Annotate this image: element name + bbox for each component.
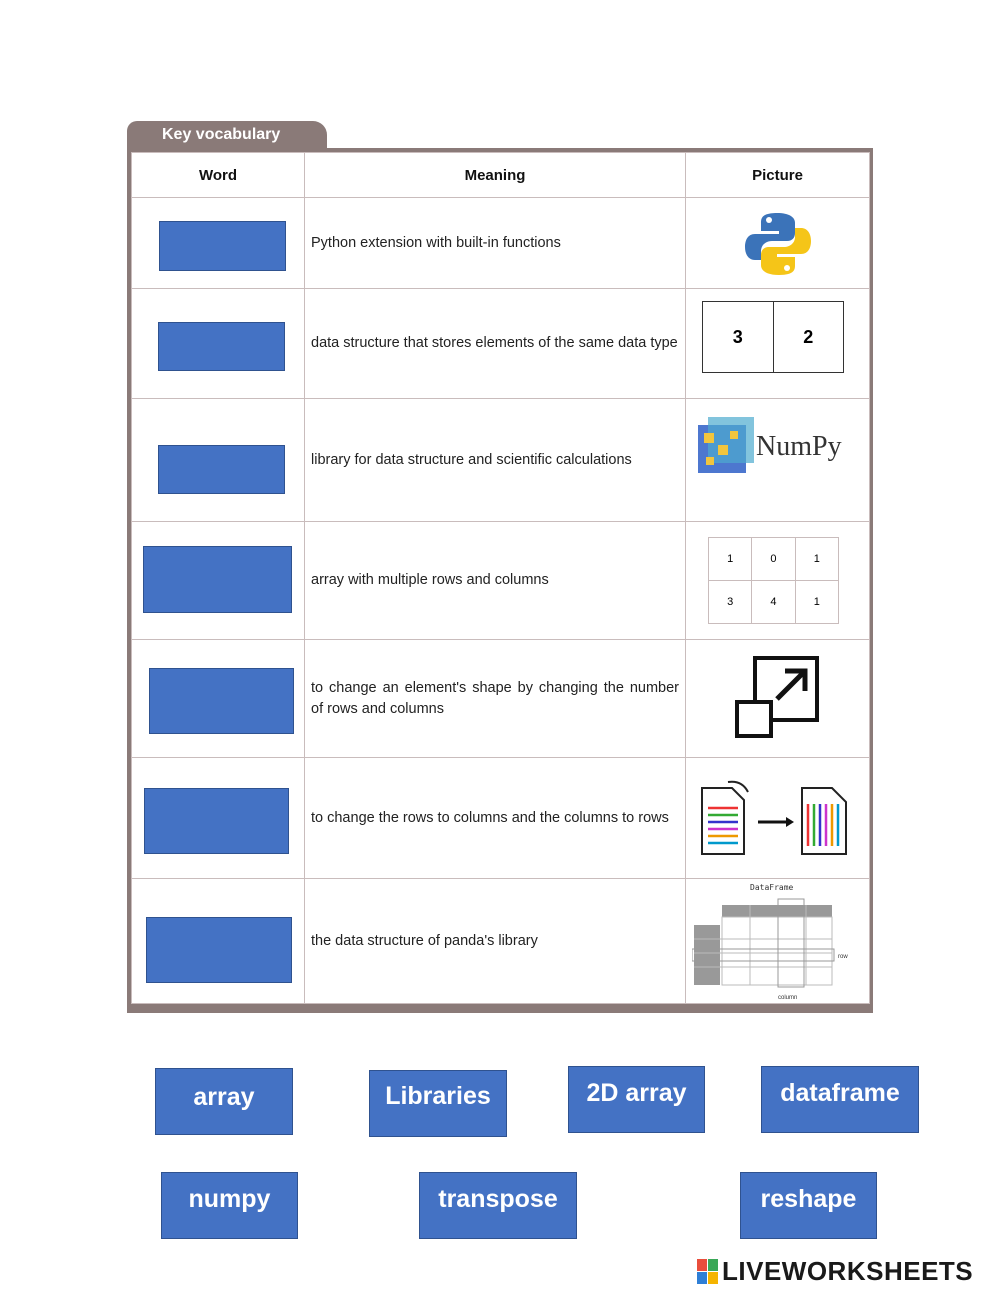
word-tile-dataframe[interactable]: dataframe [761,1066,919,1133]
table-row [132,640,870,758]
answer-drop-zone[interactable] [149,668,294,734]
resize-icon [733,655,823,745]
picture-cell [686,399,870,522]
answer-drop-zone[interactable] [158,445,285,494]
word-tile-transpose[interactable]: transpose [419,1172,577,1239]
2d-array-grid-icon [708,537,839,624]
word-tile-array[interactable]: array [155,1068,293,1135]
vocabulary-table [131,152,870,1004]
word-cell [132,879,305,1004]
word-cell [132,399,305,522]
grid-cell: 1 [795,538,838,581]
array-cells-icon [702,301,844,373]
meaning-cell: library for data structure and scientific calculations [305,399,686,522]
liveworksheets-logo [697,1254,997,1288]
word-cell [132,289,305,399]
column-header-meaning: Meaning [305,153,686,198]
table-row [132,758,870,879]
word-tile-reshape[interactable]: reshape [740,1172,877,1239]
python-logo-icon [743,209,813,279]
key-vocabulary-tab: Key vocabulary [127,121,327,151]
word-cell [132,640,305,758]
array-cell: 2 [803,326,814,347]
column-header-picture: Picture [686,153,870,198]
word-cell [132,522,305,640]
answer-drop-zone[interactable] [158,322,285,371]
meaning-cell: data structure that stores elements of the same data type [305,289,686,399]
word-tile-numpy[interactable]: numpy [161,1172,298,1239]
answer-drop-zone[interactable] [159,221,286,271]
table-row [132,522,870,640]
table-row [132,399,870,522]
transpose-icon [698,778,858,858]
answer-drop-zone[interactable] [146,917,292,983]
column-header-word: Word [132,153,305,198]
word-cell [132,198,305,289]
array-cell: 3 [703,302,774,372]
picture-cell [686,640,870,758]
numpy-logo-icon [696,415,861,475]
liveworksheets-logo-text: LIVEWORKSHEETS [722,1256,974,1286]
table-row [132,289,870,399]
meaning-cell: Python extension with built-in functions [305,198,686,289]
dataframe-column-label: column [778,995,798,1001]
grid-cell: 3 [709,581,752,624]
dataframe-diagram-icon [692,883,864,1001]
dataframe-diagram-title: DataFrame [750,883,794,892]
dataframe-row-label: row [838,954,848,960]
grid-cell: 4 [752,581,795,624]
meaning-cell: to change the rows to columns and the columns to rows [305,758,686,879]
meaning-cell: to change an element's shape by changing the number of rows and columns [305,640,686,758]
grid-cell: 0 [752,538,795,581]
picture-cell [686,879,870,1004]
table-row [132,879,870,1004]
answer-drop-zone[interactable] [143,546,292,613]
picture-cell [686,289,870,399]
grid-cell: 1 [709,538,752,581]
picture-cell [686,522,870,640]
word-cell [132,758,305,879]
numpy-logo-text: NumPy [756,431,842,462]
word-tile-libraries[interactable]: Libraries [369,1070,507,1137]
meaning-cell: the data structure of panda's library [305,879,686,1004]
answer-drop-zone[interactable] [144,788,289,854]
grid-cell: 1 [795,581,838,624]
picture-cell [686,758,870,879]
meaning-cell: array with multiple rows and columns [305,522,686,640]
liveworksheets-mark-icon [697,1259,719,1285]
table-row [132,198,870,289]
table-header-row [132,153,870,198]
picture-cell [686,198,870,289]
word-tile-2d-array[interactable]: 2D array [568,1066,705,1133]
